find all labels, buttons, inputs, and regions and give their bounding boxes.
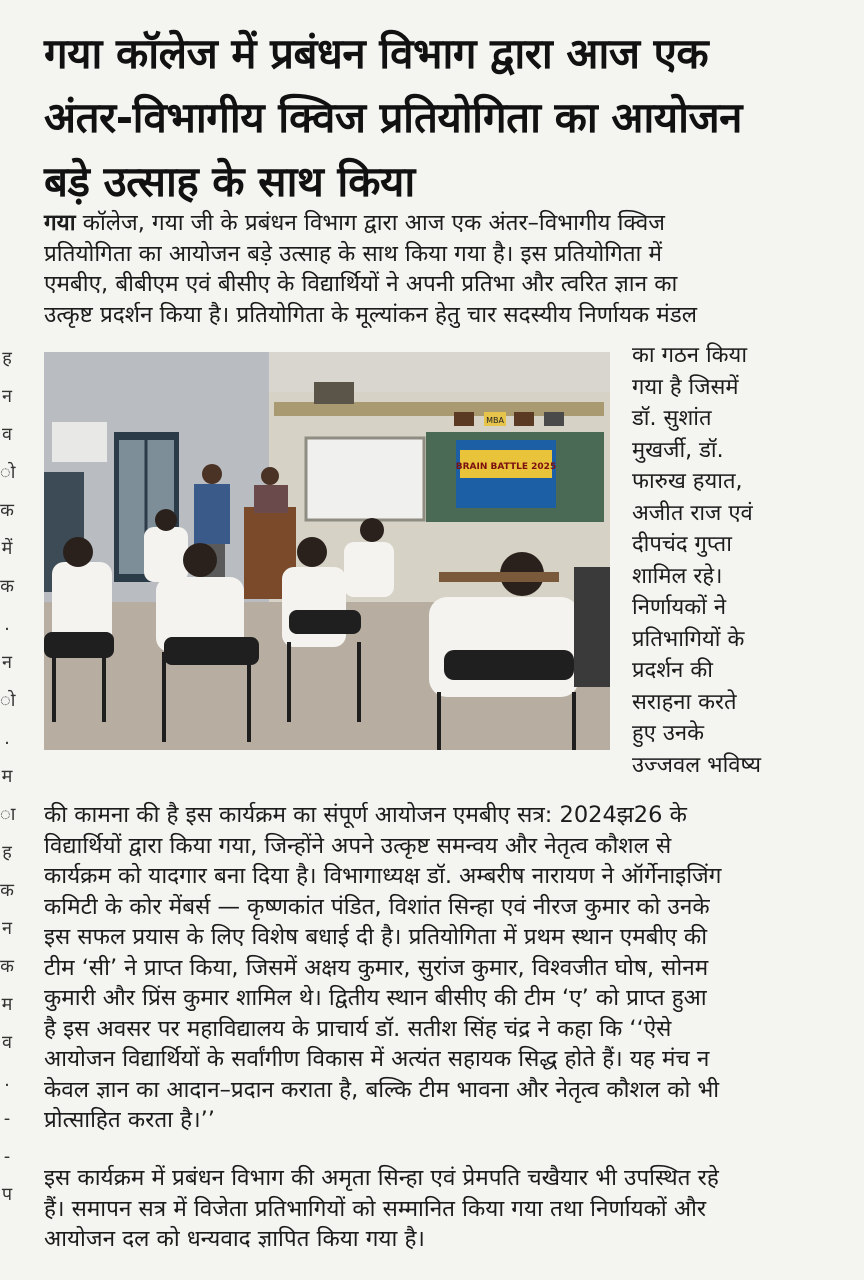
side-column-line-12: सराहना करते — [632, 689, 737, 715]
article-intro — [44, 208, 697, 330]
intro-line-1-text: कॉलेज, गया जी के प्रबंधन विभाग द्वारा आज एक अंतर–विभागीय क्विज — [75, 210, 665, 236]
side-column-line-4: मुखर्जी, डॉ. — [632, 437, 724, 463]
side-column-line-2: गया है जिसमें — [632, 374, 739, 400]
classroom-photo — [44, 352, 610, 750]
gutter-fragment: ा — [0, 804, 16, 825]
side-column-line-10: प्रतिभागियों के — [632, 626, 745, 652]
article-photo — [44, 352, 610, 750]
gutter-fragment: न — [2, 386, 12, 407]
headline-line-3: बड़े उत्साह के साथ किया — [44, 157, 415, 206]
side-column-line-1: का गठन किया — [632, 343, 748, 368]
article-closing — [44, 1163, 719, 1255]
body-line-11: प्रोत्साहित करता है।’’ — [44, 1107, 215, 1133]
body-line-7: कुमारी और प्रिंस कुमार शामिल थे। द्वितीय स्थान बीसीए की टीम ‘ए’ को प्राप्त हुआ — [44, 985, 707, 1011]
side-column-line-9: निर्णायकों ने — [632, 595, 727, 620]
article-headline — [44, 22, 834, 214]
gutter-fragment: म — [1, 994, 13, 1015]
body-line-4: कमिटी के कोर मेंबर्स — कृष्णकांत पंडित, विशांत सिन्हा एवं नीरज कुमार को उनके — [44, 893, 710, 920]
closing-line-1: इस कार्यक्रम में प्रबंधन विभाग की अमृता सिन्हा एवं प्रेमपति चखैयार भी उपस्थित रहे — [44, 1165, 719, 1191]
article-body — [44, 800, 721, 1136]
gutter-fragment: क — [0, 880, 14, 901]
gutter-fragment: व — [1, 1032, 12, 1053]
side-column-line-3: डॉ. सुशांत — [632, 406, 712, 431]
dateline: गया — [44, 210, 76, 236]
body-line-1: की कामना की है इस कार्यक्रम का संपूर्ण आयोजन एमबीए सत्र: 2024झ26 के — [44, 802, 687, 828]
side-column-line-14: उज्जवल भविष्य — [632, 752, 762, 778]
gutter-fragment: न — [2, 652, 12, 673]
body-line-10: केवल ज्ञान का आदान–प्रदान कराता है, बल्कि टीम भावना और नेतृत्व कौशल को भी — [44, 1076, 720, 1103]
side-column-line-7: दीपचंद गुप्ता — [632, 532, 732, 557]
gutter-fragment: क — [0, 956, 14, 977]
side-column-line-5: फारुख हयात, — [632, 469, 743, 494]
side-column — [632, 340, 761, 781]
intro-line-2: प्रतियोगिता का आयोजन बड़े उत्साह के साथ किया गया है। इस प्रतियोगिता में — [44, 240, 662, 267]
side-column-line-6: अजीत राज एवं — [632, 500, 753, 526]
body-line-5: इस सफल प्रयास के लिए विशेष बधाई दी है। प्रतियोगिता में प्रथम स्थान एमबीए की — [44, 924, 708, 950]
gutter-fragment: क — [0, 500, 14, 521]
gutter-fragment: में — [1, 538, 13, 559]
gutter-fragment: - — [3, 1146, 11, 1167]
intro-line-4: उत्कृष्ट प्रदर्शन किया है। प्रतियोगिता के मूल्यांकन हेतु चार सदस्यीय निर्णायक मंडल — [44, 301, 698, 328]
side-column-line-11: प्रदर्शन की — [632, 658, 713, 683]
gutter-fragment: . — [4, 1070, 10, 1091]
body-line-6: टीम ‘सी’ ने प्राप्त किया, जिसमें अक्षय कुमार, सुरांज कुमार, विश्वजीत घोष, सोनम — [44, 954, 709, 981]
gutter-fragment: प — [1, 1184, 13, 1205]
body-line-2: विद्यार्थियों द्वारा किया गया, जिन्होंने अपने उत्कृष्ट समन्वय और नेतृत्व कौशल से — [44, 832, 672, 859]
gutter-fragment: क — [0, 576, 14, 597]
gutter-fragment: ह — [2, 842, 12, 863]
body-line-8: है इस अवसर पर महाविद्यालय के प्राचार्य डॉ. सतीश सिंह चंद्र ने कहा कि ‘‘ऐसे — [44, 1015, 672, 1042]
gutter-fragment: व — [1, 424, 12, 445]
gutter-fragment: म — [1, 766, 13, 787]
intro-line-3: एमबीए, बीबीएम एवं बीसीए के विद्यार्थियों ने अपनी प्रतिभा और त्वरित ज्ञान का — [44, 271, 678, 297]
intro-line-1 — [44, 208, 697, 239]
gutter-fragment: ो — [0, 690, 16, 711]
gutter-fragment: - — [3, 1108, 11, 1129]
banner-title: BRAIN BATTLE 2025 — [455, 462, 557, 472]
gutter-fragment: . — [4, 614, 10, 635]
gutter-fragment: ो — [0, 462, 16, 483]
adjacent-column-fragment — [0, 340, 14, 1214]
closing-line-3: आयोजन दल को धन्यवाद ज्ञापित किया गया है। — [44, 1226, 425, 1252]
closing-line-2: हैं। समापन सत्र में विजेता प्रतिभागियों को सम्मानित किया गया तथा निर्णायकों और — [44, 1195, 707, 1222]
side-column-line-8: शामिल रहे। — [632, 563, 723, 589]
gutter-fragment: न — [2, 918, 12, 939]
gutter-fragment: . — [4, 728, 10, 749]
headline-line-1: गया कॉलेज में प्रबंधन विभाग द्वारा आज एक — [44, 29, 709, 78]
headline-line-2: अंतर-विभागीय क्विज प्रतियोगिता का आयोजन — [44, 93, 742, 142]
body-line-3: कार्यक्रम को यादगार बना दिया है। विभागाध्यक्ष डॉ. अम्बरीष नारायण ने ऑर्गेनाइजिंग — [44, 863, 722, 889]
body-line-9: आयोजन विद्यार्थियों के सर्वांगीण विकास में अत्यंत सहायक सिद्ध होते हैं। यह मंच न — [44, 1046, 710, 1072]
banner-label: MBA — [486, 416, 504, 425]
side-column-line-13: हुए उनके — [632, 721, 705, 746]
gutter-fragment: ह — [2, 348, 12, 369]
